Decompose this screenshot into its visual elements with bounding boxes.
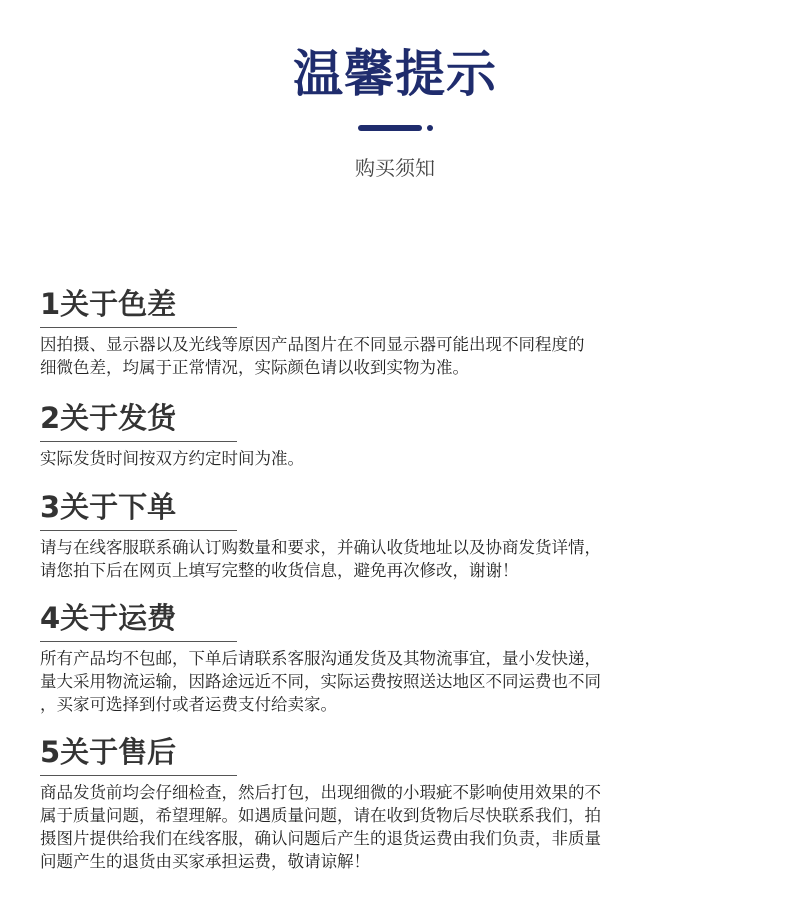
section-title: 3关于下单 bbox=[40, 490, 177, 524]
section-shipping bbox=[40, 398, 760, 470]
section-text-line: 属于质量问题，希望理解。如遇质量问题，请在收到货物后尽快联系我们，拍 bbox=[40, 806, 601, 825]
section-heading bbox=[40, 732, 760, 778]
section-divider bbox=[40, 441, 237, 442]
title-underline bbox=[358, 125, 422, 131]
section-heading bbox=[40, 398, 760, 444]
section-body bbox=[40, 647, 760, 716]
section-text-line: 量大采用物流运输，因路途远近不同，实际运费按照送达地区不同运费也不同 bbox=[40, 672, 601, 691]
section-title: 1关于色差 bbox=[40, 287, 177, 321]
section-text-line: 请与在线客服联系确认订购数量和要求，并确认收货地址以及协商发货详情， bbox=[40, 538, 601, 557]
section-after-sales bbox=[40, 732, 760, 873]
section-text-line: 所有产品均不包邮，下单后请联系客服沟通发货及其物流事宜，量小发快递， bbox=[40, 649, 601, 668]
section-text-line: 因拍摄、显示器以及光线等原因产品图片在不同显示器可能出现不同程度的 bbox=[40, 335, 585, 354]
section-heading bbox=[40, 598, 760, 644]
section-text-line: 请您拍下后在网页上填写完整的收货信息，避免再次修改，谢谢！ bbox=[40, 561, 519, 580]
section-heading bbox=[40, 487, 760, 533]
section-body bbox=[40, 781, 760, 873]
page-title: 温馨提示 bbox=[293, 45, 497, 103]
title-dot bbox=[427, 125, 433, 131]
section-text-line: 摄图片提供给我们在线客服，确认问题后产生的退货运费由我们负责，非质量 bbox=[40, 829, 601, 848]
section-divider bbox=[40, 641, 237, 642]
section-body bbox=[40, 333, 760, 379]
section-color-difference bbox=[40, 284, 760, 379]
section-text-line: 细微色差，均属于正常情况，实际颜色请以收到实物为准。 bbox=[40, 358, 469, 377]
section-divider bbox=[40, 327, 237, 328]
section-text-line: 商品发货前均会仔细检查，然后打包，出现细微的小瑕疵不影响使用效果的不 bbox=[40, 783, 601, 802]
section-title: 2关于发货 bbox=[40, 401, 177, 435]
section-heading bbox=[40, 284, 760, 330]
section-title: 4关于运费 bbox=[40, 601, 177, 635]
section-body bbox=[40, 536, 760, 582]
section-text-line: ，买家可选择到付或者运费支付给卖家。 bbox=[40, 695, 337, 714]
section-text-line: 问题产生的退货由买家承担运费，敬请谅解！ bbox=[40, 852, 370, 871]
section-freight bbox=[40, 598, 760, 716]
section-text-line: 实际发货时间按双方约定时间为准。 bbox=[40, 449, 304, 468]
section-body bbox=[40, 447, 760, 470]
section-divider bbox=[40, 530, 237, 531]
section-divider bbox=[40, 775, 237, 776]
page-subtitle: 购买须知 bbox=[355, 156, 435, 180]
section-title: 5关于售后 bbox=[40, 735, 177, 769]
section-ordering bbox=[40, 487, 760, 582]
